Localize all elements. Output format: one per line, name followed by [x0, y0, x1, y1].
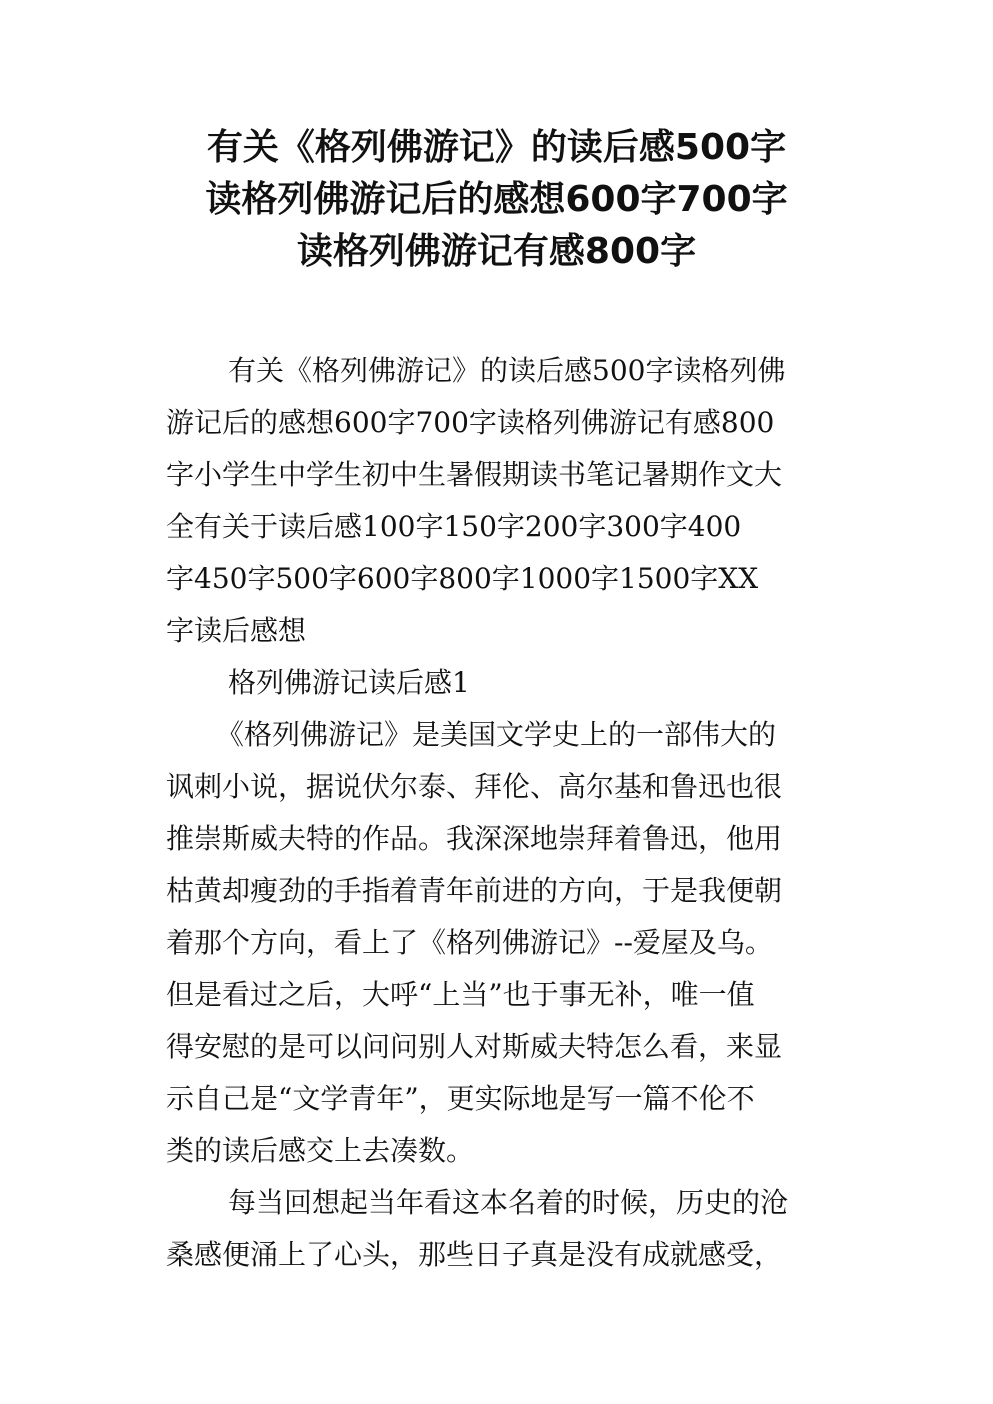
body-line: 得安慰的是可以问问别人对斯威夫特怎么看，来显 — [166, 1030, 783, 1063]
body-line: 每当回想起当年看这本名着的时候，历史的沧 — [228, 1186, 789, 1219]
body-line: 枯黄却瘦劲的手指着青年前进的方向，于是我便朝 — [166, 874, 783, 907]
body-line: 字小学生中学生初中生暑假期读书笔记暑期作文大 — [166, 458, 783, 491]
title-line-1: 有关《格列佛游记》的读后感500字 — [206, 127, 787, 168]
title-line-2: 读格列佛游记后的感想600字700字 — [205, 179, 788, 220]
body-line: 游记后的感想600字700字读格列佛游记有感800 — [166, 406, 775, 439]
body-line: 类的读后感交上去凑数。 — [166, 1134, 475, 1167]
body-line: 着那个方向，看上了《格列佛游记》--爱屋及乌。 — [166, 926, 773, 959]
body-line: 字450字500字600字800字1000字1500字XX — [166, 562, 759, 595]
body-line: 《格列佛游记》是美国文学史上的一部伟大的 — [216, 718, 777, 751]
body-line: 推崇斯威夫特的作品。我深深地崇拜着鲁迅，他用 — [166, 822, 783, 855]
body-line: 示自己是“文学青年”，更实际地是写一篇不伦不 — [166, 1082, 755, 1115]
body-line: 但是看过之后，大呼“上当”也于事无补，唯一值 — [166, 978, 755, 1011]
title-line-3: 读格列佛游记有感800字 — [296, 231, 697, 272]
document-title — [160, 122, 833, 278]
body-line: 桑感便涌上了心头，那些日子真是没有成就感受， — [166, 1238, 783, 1271]
section-heading: 格列佛游记读后感1 — [228, 666, 470, 699]
document-body — [166, 345, 828, 1281]
body-line: 有关《格列佛游记》的读后感500字读格列佛 — [228, 354, 786, 387]
body-line: 字读后感想 — [166, 614, 307, 647]
body-line: 全有关于读后感100字150字200字300字400 — [166, 510, 742, 543]
body-line: 讽刺小说，据说伏尔泰、拜伦、高尔基和鲁迅也很 — [166, 770, 783, 803]
